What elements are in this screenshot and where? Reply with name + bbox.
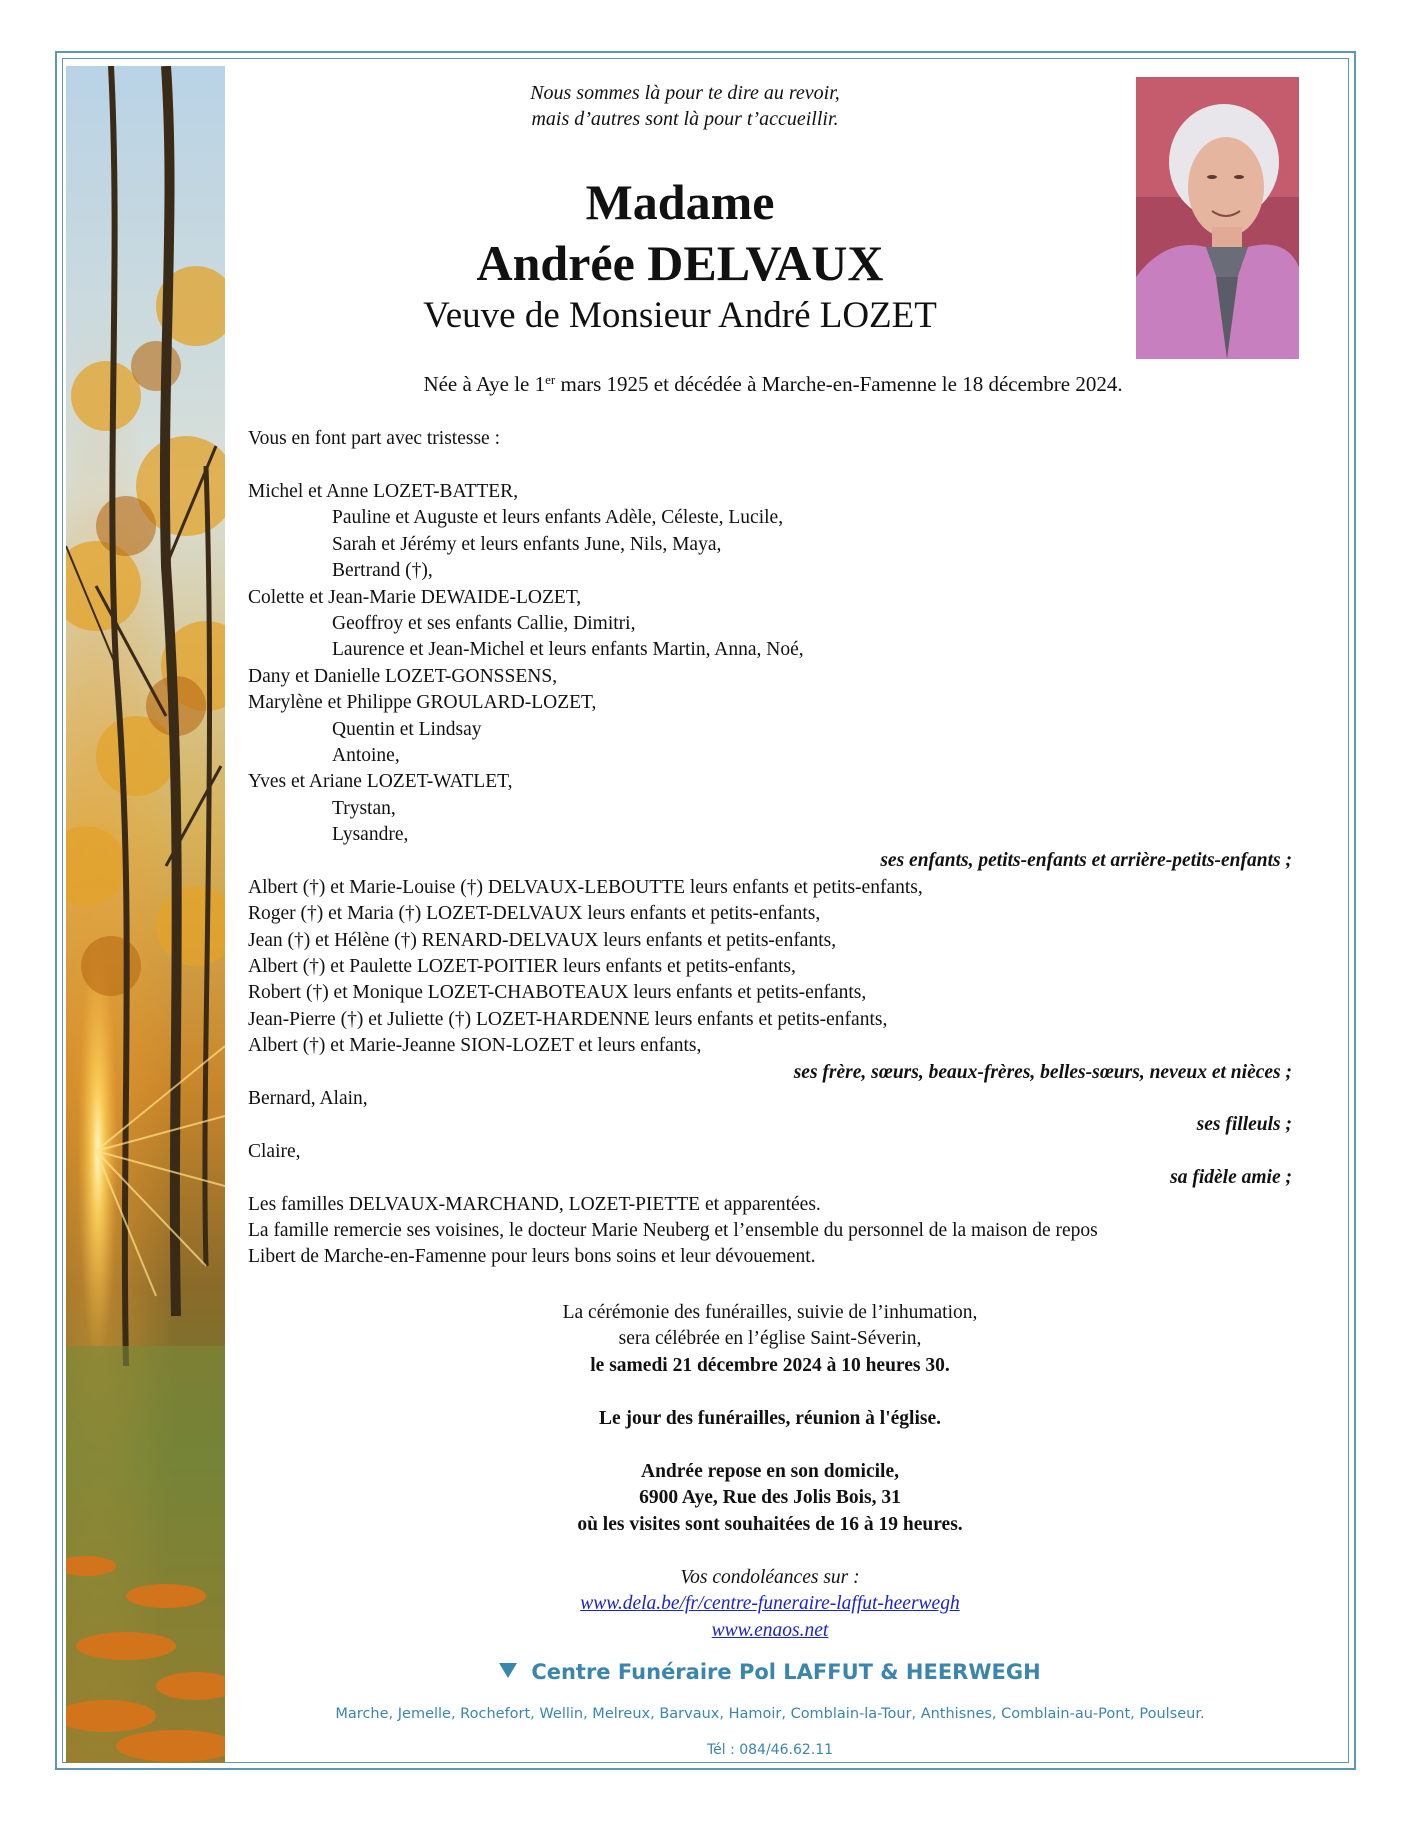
autumn-forest-image bbox=[66, 66, 225, 1763]
family-line: Geoffroy et ses enfants Callie, Dimitri, bbox=[332, 612, 636, 634]
family-line: Albert (†) et Paulette LOZET-POITIER leurs enfants et petits-enfants, bbox=[248, 956, 796, 978]
rest-line-1: Andrée repose en son domicile, bbox=[641, 1461, 899, 1482]
family-line: Lysandre, bbox=[332, 824, 409, 846]
birth-sup: er bbox=[545, 372, 556, 387]
family-list bbox=[248, 479, 1292, 1271]
family-line: Bertrand (†), bbox=[332, 560, 433, 582]
family-relation-label: ses enfants, petits-enfants et arrière-petits-enfants ; bbox=[880, 850, 1292, 872]
family-line: Albert (†) et Marie-Louise (†) DELVAUX-LEBOUTTE leurs enfants et petits-enfants, bbox=[248, 876, 923, 898]
intro-text bbox=[248, 426, 1292, 452]
family-line: Pauline et Auguste et leurs enfants Adèle, Céleste, Lucile, bbox=[332, 507, 784, 529]
family-line: Libert de Marche-en-Famenne pour leurs bons soins et leur dévouement. bbox=[248, 1246, 816, 1268]
family-line: Michel et Anne LOZET-BATTER, bbox=[248, 481, 519, 502]
family-line: Jean-Pierre (†) et Juliette (†) LOZET-HARDENNE leurs enfants et petits-enfants, bbox=[248, 1008, 888, 1030]
family-line: Quentin et Lindsay bbox=[332, 718, 482, 740]
opening-quote bbox=[420, 80, 950, 132]
widow-line: Veuve de Monsieur André LOZET bbox=[423, 295, 937, 336]
funeral-home-phone: Tél : 084/46.62.11 bbox=[706, 1742, 834, 1758]
family-line: La famille remercie ses voisines, le docteur Marie Neuberg et l’ensemble du personnel de la maison de repos bbox=[248, 1219, 1098, 1241]
reunion-info: Le jour des funérailles, réunion à l'église. bbox=[599, 1408, 941, 1429]
family-line: Marylène et Philippe GROULARD-LOZET, bbox=[248, 692, 597, 714]
family-line: Laurence et Jean-Michel et leurs enfants Martin, Anna, Noé, bbox=[332, 639, 804, 661]
birth-prefix: Née à Aye le 1 bbox=[423, 372, 546, 396]
family-line: Roger (†) et Maria (†) LOZET-DELVAUX leurs enfants et petits-enfants, bbox=[248, 903, 821, 925]
quote-line-2: mais d’autres sont là pour t’accueillir. bbox=[531, 108, 839, 130]
ceremony-date: le samedi 21 décembre 2024 à 10 heures 30. bbox=[590, 1354, 950, 1376]
family-line: Antoine, bbox=[332, 744, 400, 766]
funeral-home-name bbox=[400, 1660, 1140, 1684]
condolences-link-enaos[interactable]: www.enaos.net bbox=[711, 1619, 829, 1641]
portrait-photo bbox=[1136, 77, 1299, 359]
family-line: Bernard, Alain, bbox=[248, 1087, 368, 1109]
family-line: Colette et Jean-Marie DEWAIDE-LOZET, bbox=[248, 586, 582, 608]
quote-line-1: Nous sommes là pour te dire au revoir, bbox=[530, 82, 840, 104]
birth-suffix: mars 1925 et décédée à Marche-en-Famenne le 18 décembre 2024. bbox=[555, 372, 1123, 396]
family-line: Claire, bbox=[248, 1140, 301, 1162]
ceremony-line-2: sera célébrée en l’église Saint-Séverin, bbox=[618, 1328, 922, 1350]
title-madame: Madame bbox=[585, 174, 775, 230]
ceremony-line-1: La cérémonie des funérailles, suivie de l’inhumation, bbox=[562, 1302, 978, 1323]
funeral-home-label: Centre Funéraire Pol LAFFUT & HEERWEGH bbox=[531, 1660, 1041, 1684]
family-relation-label: sa fidèle amie ; bbox=[1170, 1167, 1292, 1189]
triangle-down-icon bbox=[499, 1663, 517, 1678]
rest-line-3: où les visites sont souhaitées de 16 à 19 heures. bbox=[577, 1513, 963, 1535]
family-line: Jean (†) et Hélène (†) RENARD-DELVAUX leurs enfants et petits-enfants, bbox=[248, 929, 837, 951]
funeral-home-places: Marche, Jemelle, Rochefort, Wellin, Melreux, Barvaux, Hamoir, Comblain-la-Tour, Anthisnes, Comblain-au-Pont, Poulseur. bbox=[335, 1706, 1205, 1722]
family-relation-label: ses filleuls ; bbox=[1196, 1114, 1292, 1136]
intro-line: Vous en font part avec tristesse : bbox=[248, 428, 500, 449]
condolences-info bbox=[400, 1565, 1140, 1644]
family-relation-label: ses frère, sœurs, beaux-frères, belles-sœurs, neveux et nièces ; bbox=[793, 1061, 1292, 1083]
family-line: Les familles DELVAUX-MARCHAND, LOZET-PIETTE et apparentées. bbox=[248, 1193, 821, 1215]
title-name: Andrée DELVAUX bbox=[476, 235, 884, 291]
birth-death-line bbox=[248, 370, 1298, 398]
condolences-link-dela[interactable]: www.dela.be/fr/centre-funeraire-laffut-heerwegh bbox=[580, 1593, 960, 1615]
rest-info bbox=[400, 1459, 1140, 1538]
rest-line-2: 6900 Aye, Rue des Jolis Bois, 31 bbox=[639, 1487, 901, 1509]
condolences-label: Vos condoléances sur : bbox=[680, 1567, 860, 1588]
family-line: Dany et Danielle LOZET-GONSSENS, bbox=[248, 665, 558, 687]
family-line: Trystan, bbox=[332, 797, 396, 819]
family-line: Yves et Ariane LOZET-WATLET, bbox=[248, 771, 513, 793]
family-line: Robert (†) et Monique LOZET-CHABOTEAUX leurs enfants et petits-enfants, bbox=[248, 982, 867, 1004]
family-line: Sarah et Jérémy et leurs enfants June, Nils, Maya, bbox=[332, 533, 722, 555]
ceremony-info bbox=[400, 1300, 1140, 1379]
family-line: Albert (†) et Marie-Jeanne SION-LOZET et leurs enfants, bbox=[248, 1035, 702, 1057]
